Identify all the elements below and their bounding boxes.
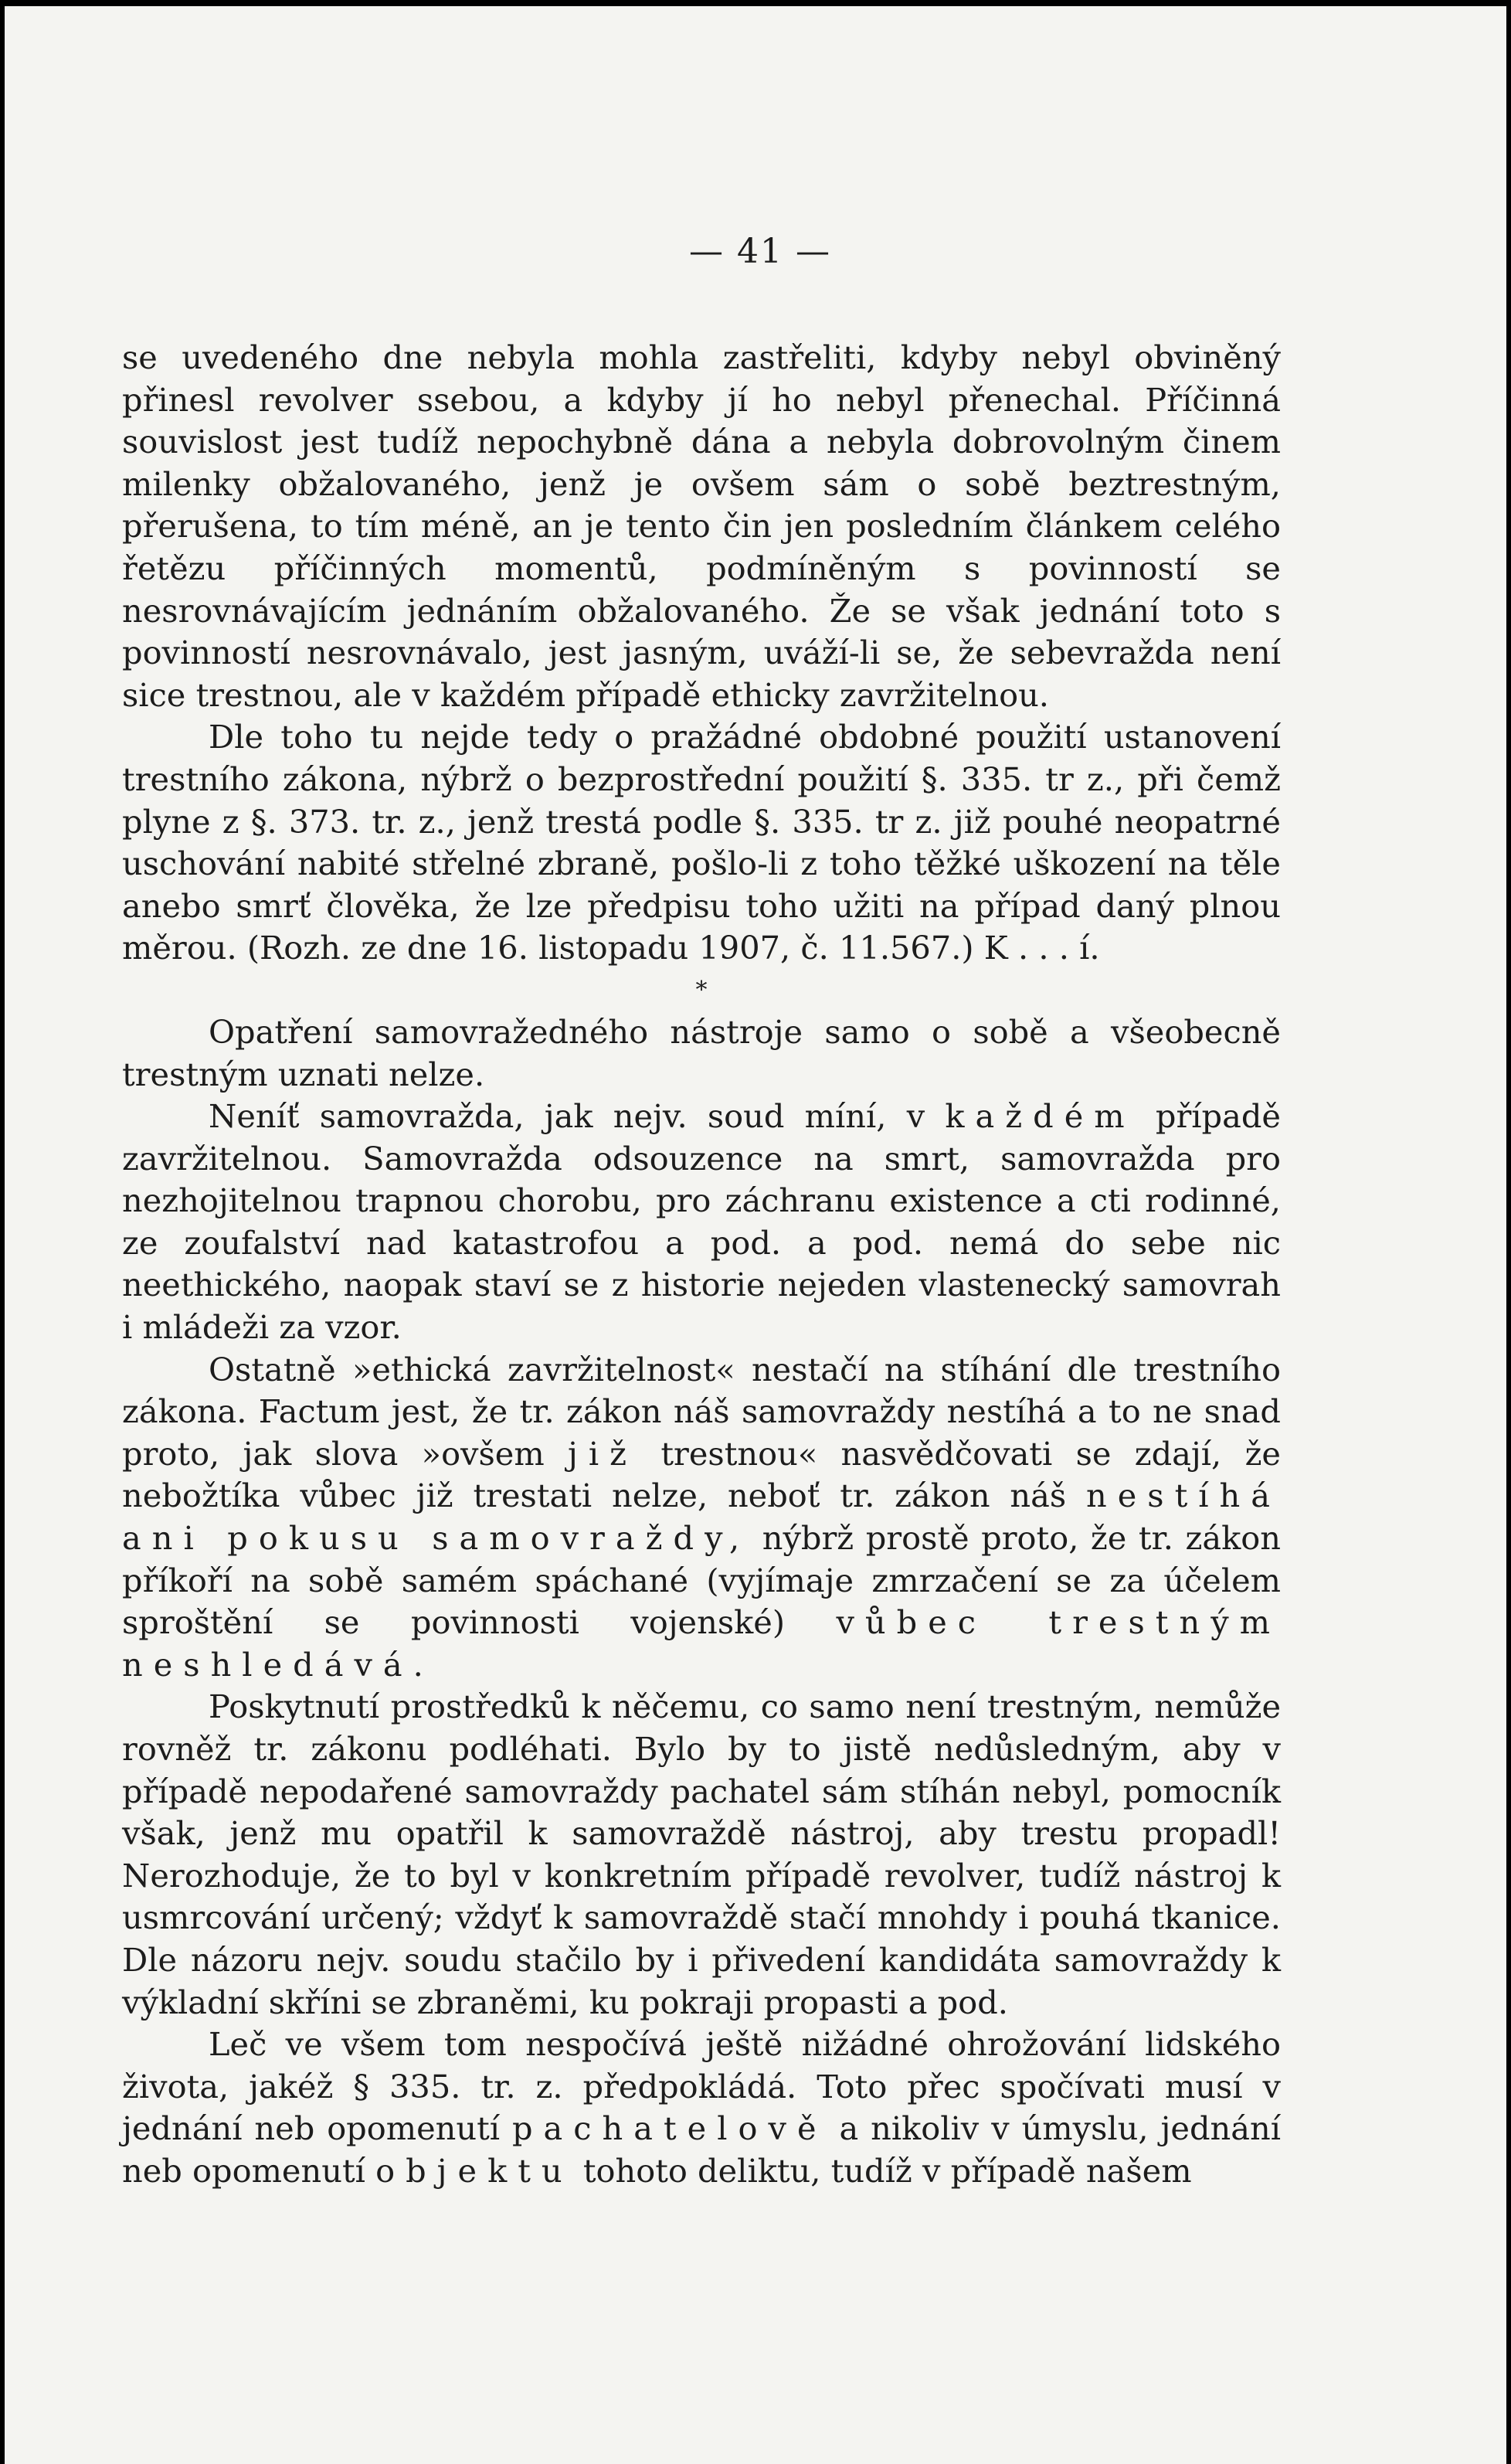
- spaced-emphasis: každém: [945, 1097, 1136, 1136]
- paragraph-7-text: tohoto deliktu, tudíž v případě našem: [572, 2151, 1192, 2190]
- paragraph-3: Opatření samovražedného nástroje samo o sobě a všeobecně trestným uznati nelze.: [122, 1012, 1281, 1093]
- paragraph-5-text: nýbrž prostě proto, že tr. zákon příkoří na sobě samém spáchané (vyjímaje zmrzačení se za účelem sproštění se povinnosti vojenské): [122, 1519, 1281, 1642]
- spaced-emphasis: objektu: [375, 2151, 573, 2190]
- paragraph-4-text: Neníť samovražda, jak nejv. soud míní, v: [209, 1097, 946, 1136]
- spaced-emphasis: pachatelově: [511, 2109, 827, 2148]
- spaced-emphasis: již: [568, 1434, 638, 1473]
- paragraph-7-text: Leč ve všem tom nespočívá ještě nižádné ohrožování lidského života, jakéž § 335. tr. z. předpokládá. Toto přec spočívati musí v jednání neb opomenutí: [122, 2025, 1281, 2148]
- page-number: — 41 —: [689, 232, 831, 271]
- book-page: [5, 6, 1506, 2464]
- spaced-emphasis: vůbec trestným neshledává.: [122, 1603, 1281, 1684]
- paragraph-5-text: trestnou« nasvědčovati se zdají, že nebožtíka vůbec již trestati nelze, neboť tr. zákon náš: [122, 1434, 1281, 1515]
- paragraph-5: [122, 1349, 1281, 1687]
- paragraph-7: [122, 2024, 1281, 2192]
- body-text: [122, 337, 1281, 2193]
- spaced-emphasis: nestíhá ani pokusu samovraždy,: [122, 1477, 1281, 1558]
- section-separator: *: [695, 976, 708, 1004]
- paragraph-2: Dle toho tu nejde tedy o pražádné obdobné použití ustanovení trestního zákona, nýbrž o bezprostřední použití §. 335. tr z., při čemž plyne z §. 373. tr. z., jenž trestá podle §. 335. tr z. již pouhé neopatrné uschování nabité střelné zbraně, pošlo-li z toho těžké uškození na těle anebo smrť člověka, že lze předpisu toho užiti na případ daný plnou měrou. (Rozh. ze dne 16. listopadu 1907, č. 11.567.) K . . . í.: [122, 718, 1281, 967]
- paragraph-7-text: a nikoliv v úmyslu, jednání neb opomenutí: [122, 2109, 1281, 2190]
- paragraph-4: [122, 1096, 1281, 1349]
- paragraph-5-text: Ostatně »ethická zavržitelnost« nestačí na stíhání dle trestního zákona. Factum jest, že tr. zákon náš samovraždy nestíhá a to ne snad proto, jak slova »ovšem: [122, 1350, 1281, 1473]
- paragraph-6: Poskytnutí prostředků k něčemu, co samo není trestným, nemůže rovněž tr. zákonu podléhati. Bylo by to jistě nedůsledným, aby v případě nepodařené samovraždy pachatel sám stíhán nebyl, pomocník však, jenž mu opatřil k samovraždě nástroj, aby trestu propadl! Nerozhoduje, že to byl v konkretním případě revolver, tudíž nástroj k usmrcování určený; vždyť k samovraždě stačí mnohdy i pouhá tkanice. Dle názoru nejv. soudu stačilo by i přivedení kandidáta samovraždy k výkladní skříni se zbraněmi, ku pokraji propasti a pod.: [122, 1687, 1281, 2021]
- paragraph-4-text: případě zavržitelnou. Samovražda odsouzence na smrt, samovražda pro nezhojitelnou trapnou chorobu, pro záchranu existence a cti rodinné, ze zoufalství nad katastrofou a pod. a pod. nemá do sebe nic neethického, naopak staví se z historie nejeden vlastenecký samovrah i mládeži za vzor.: [122, 1097, 1281, 1347]
- paragraph-1: se uvedeného dne nebyla mohla zastřeliti, kdyby nebyl obviněný přinesl revolver ssebou, a kdyby jí ho nebyl přenechal. Příčinná souvislost jest tudíž nepochybně dána a nebyla dobrovolným činem milenky obžalovaného, jenž je ovšem sám o sobě beztrestným, přerušena, to tím méně, an je tento čin jen posledním článkem celého řetězu příčinných momentů, podmíněným s povinností se nesrovnávajícím jednáním obžalovaného. Že se však jednání toto s povinností nesrovnávalo, jest jasným, uváží-li se, že sebevražda není sice trestnou, ale v každém případě ethicky zavržitelnou.: [122, 338, 1281, 714]
